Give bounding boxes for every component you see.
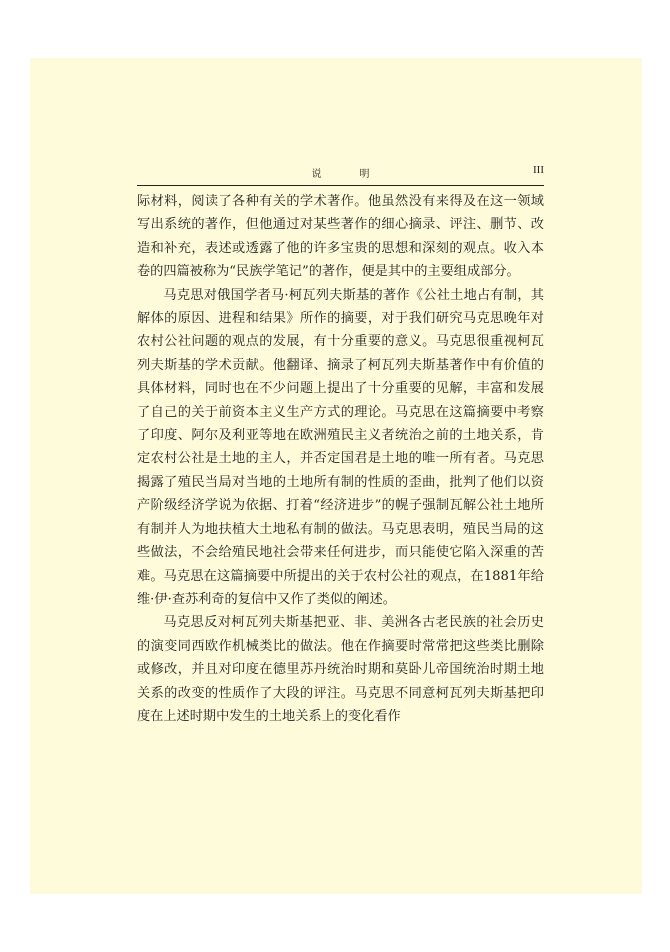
- page-number: III: [533, 164, 544, 176]
- header-title: 说 明: [311, 169, 384, 180]
- paragraph: 马克思对俄国学者马·柯瓦列夫斯基的著作《公社土地占有制，其解体的原因、进程和结果》所作的摘要，对于我们研究马克思晚年对农村公社问题的观点的发展，有十分重要的意义。马克思很重视柯瓦列夫斯基的学术贡献。他翻译、摘录了柯瓦列夫斯基著作中有价值的具体材料，同时也在不少问题上提出了十分重要的见解，丰富和发展了自己的关于前资本主义生产方式的理论。马克思在这篇摘要中考察了印度、阿尔及利亚等地在欧洲殖民主义者统治之前的土地关系，肯定农村公社是土地的主人，并否定国君是土地的唯一所有者。马克思揭露了殖民当局对当地的土地所有制的性质的歪曲，批判了他们以资产阶级经济学说为依据、打着“经济进步”的幌子强制瓦解公社土地所有制并人为地扶植大土地私有制的做法。马克思表明，殖民当局的这些做法，不会给殖民地社会带来任何进步，而只能使它陷入深重的苦难。马克思在这篇摘要中所提出的关于农村公社的观点，在1881年给维·伊·查苏利奇的复信中又作了类似的阐述。: [137, 287, 544, 607]
- paragraph: 际材料，阅读了各种有关的学术著作。他虽然没有来得及在这一领域写出系统的著作，但他通过对某些著作的细心摘录、评注、删节、改造和补充，表述或透露了他的许多宝贵的思想和深刻的观点。收入本卷的四篇被称为“民族学笔记”的著作，便是其中的主要组成部分。: [137, 194, 544, 280]
- paragraph: 马克思反对柯瓦列夫斯基把亚、非、美洲各古老民族的社会历史的演变同西欧作机械类比的做法。他在作摘要时常常把这些类比删除或修改，并且对印度在德里苏丹统治时期和莫卧儿帝国统治时期土地关系的改变的性质作了大段的评注。马克思不同意柯瓦列夫斯基把印度在上述时期中发生的土地关系上的变化看作: [137, 615, 544, 724]
- running-header: [137, 163, 544, 186]
- body-text: [137, 190, 544, 728]
